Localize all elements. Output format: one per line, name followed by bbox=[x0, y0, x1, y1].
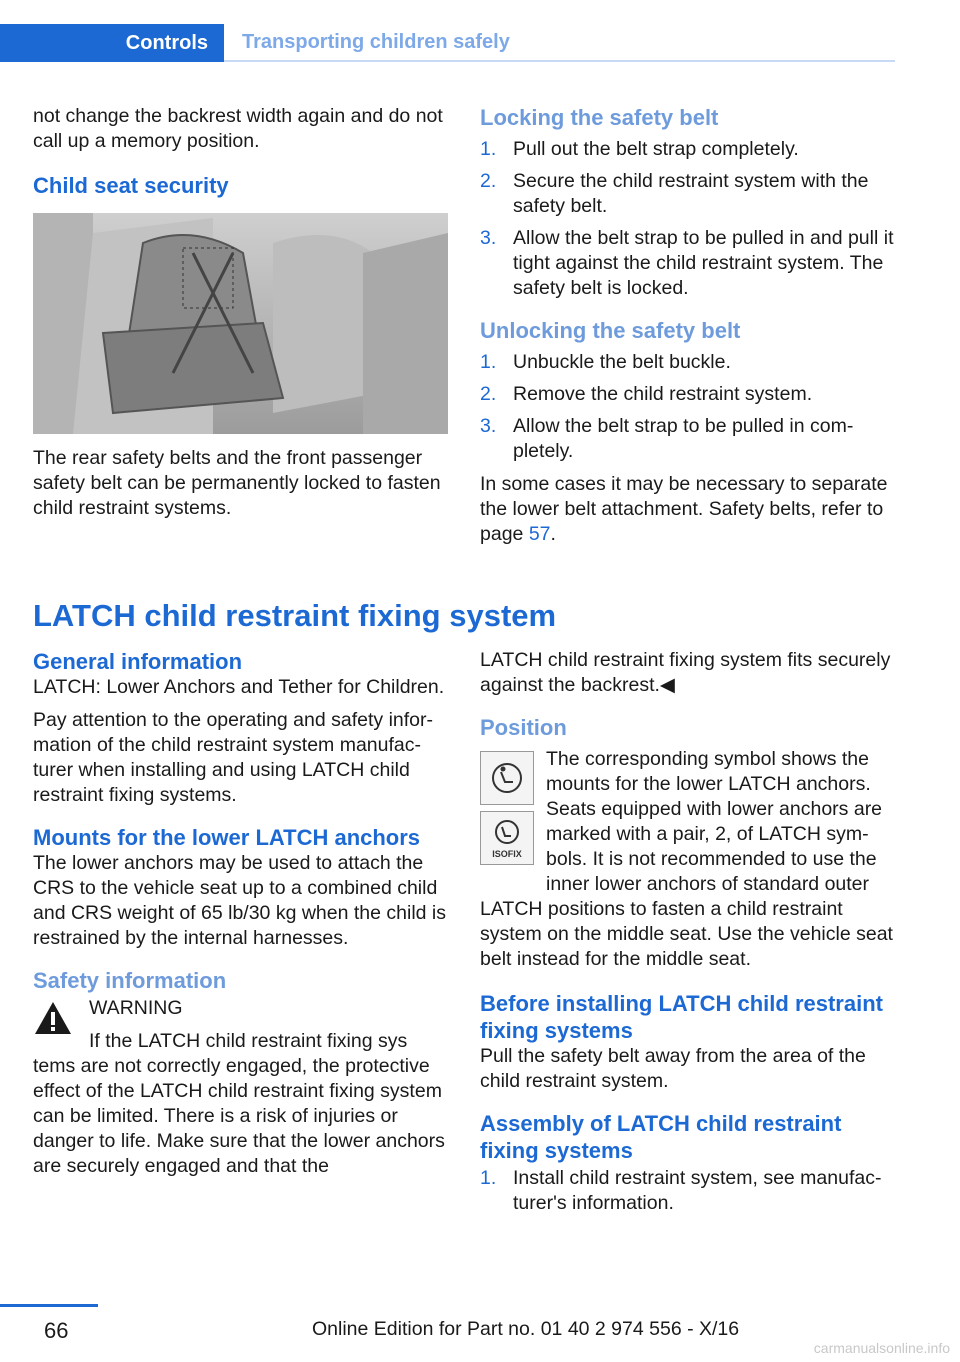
step-text: Unbuckle the belt buckle. bbox=[513, 351, 731, 373]
latch-fit-text: LATCH child restraint fixing system fits securely against the backrest.◀ bbox=[480, 649, 891, 696]
heading-child-seat-security: Child seat security bbox=[33, 173, 229, 198]
page-header bbox=[0, 24, 895, 62]
assembly-steps-list bbox=[480, 1166, 898, 1216]
step-number: 3. bbox=[480, 227, 497, 249]
list-item bbox=[480, 382, 898, 407]
position-text: The corresponding symbol shows the mounts for the lower LATCH anchors. Seats equipped with lower anchors are marked with a pair, 2, of LATCH symbols. It is not recommended to use the inner lower anchors of standard outer bbox=[546, 748, 883, 895]
heading-assembly: Assembly of LATCH child restraint fixing systems bbox=[480, 1111, 842, 1163]
step-number: 1. bbox=[480, 351, 497, 373]
position-text-continued: LATCH positions to fasten a child restraint system on the middle seat. Use the vehicle seat belt instead for the middle seat. bbox=[480, 898, 893, 970]
warning-label: WARNING bbox=[89, 997, 183, 1019]
tab-controls[interactable]: Controls bbox=[0, 24, 224, 62]
step-text: Remove the child restraint system. bbox=[513, 383, 813, 405]
period: . bbox=[550, 523, 556, 545]
child-seat-body: The rear safety belts and the front passenger safety belt can be permanently locked to fasten child restraint systems. bbox=[33, 447, 441, 519]
left-top-column bbox=[33, 104, 451, 529]
list-item bbox=[480, 350, 898, 375]
warning-block bbox=[33, 996, 451, 1054]
step-number: 1. bbox=[480, 1167, 497, 1189]
list-item bbox=[480, 169, 898, 219]
unlock-steps-list bbox=[480, 350, 898, 464]
right-top-column bbox=[480, 104, 898, 555]
page-number: 66 bbox=[44, 1318, 69, 1343]
child-seat-photo bbox=[33, 213, 448, 434]
isofix-label: ISOFIX bbox=[492, 849, 522, 859]
heading-mounts: Mounts for the lower LATCH anchors bbox=[33, 825, 421, 850]
mounts-text: The lower anchors may be used to attach the CRS to the vehicle seat up to a combined child and CRS weight of 65 lb/30 kg when the child is restrained by the internal harnesses. bbox=[33, 852, 446, 949]
tab-section-title[interactable]: Transporting children safely bbox=[224, 24, 895, 62]
section-title: LATCH child restraint fixing system bbox=[33, 598, 557, 633]
heading-unlocking-belt: Unlocking the safety belt bbox=[480, 318, 741, 343]
warning-icon bbox=[33, 1000, 73, 1036]
separate-belt-text bbox=[480, 472, 898, 547]
step-text: Allow the belt strap to be pulled in completely. bbox=[513, 415, 854, 462]
warning-first-line: If the LATCH child restraint fixing sys bbox=[89, 1030, 408, 1052]
separate-text: In some cases it may be necessary to separate the lower belt attachment. Safety belts, refer to page bbox=[480, 473, 888, 545]
step-text: Install child restraint system, see manufacturer's information. bbox=[513, 1167, 882, 1214]
list-item bbox=[480, 1166, 898, 1216]
list-item bbox=[480, 414, 898, 464]
heading-locking-belt: Locking the safety belt bbox=[480, 105, 719, 130]
position-block bbox=[480, 747, 898, 897]
lock-steps-list bbox=[480, 137, 898, 301]
list-item bbox=[480, 137, 898, 162]
list-item bbox=[480, 226, 898, 301]
isofix-symbol-icon bbox=[480, 811, 534, 865]
warning-body: tems are not correctly engaged, the protective effect of the LATCH child restraint fixing system can be limited. There is a risk of injuries or danger to life. Make sure that the lower anchors are securely engaged and that the bbox=[33, 1055, 445, 1177]
step-text: Secure the child restraint system with the safety belt. bbox=[513, 170, 869, 217]
step-number: 1. bbox=[480, 138, 497, 160]
step-number: 2. bbox=[480, 383, 497, 405]
heading-general-information: General information bbox=[33, 649, 243, 674]
page-link[interactable]: 57 bbox=[528, 523, 551, 545]
step-number: 2. bbox=[480, 170, 497, 192]
edition-text: Online Edition for Part no. 01 40 2 974 556 - X/16 bbox=[312, 1318, 740, 1340]
right-bottom-column bbox=[480, 648, 898, 1224]
attention-text: Pay attention to the operating and safety information of the child restraint system manufacturer when installing and using LATCH child restraint fixing systems. bbox=[33, 709, 434, 806]
left-bottom-column bbox=[33, 648, 451, 1179]
step-text: Allow the belt strap to be pulled in and pull it tight against the child restraint system. The safety belt is locked. bbox=[513, 227, 894, 299]
step-number: 3. bbox=[480, 415, 497, 437]
watermark: carmanualsonline.info bbox=[813, 1340, 950, 1356]
latch-definition: LATCH: Lower Anchors and Tether for Children. bbox=[33, 676, 445, 698]
latch-symbol-icon bbox=[480, 751, 534, 805]
footer-accent-line bbox=[0, 1304, 98, 1307]
heading-position: Position bbox=[480, 715, 567, 740]
step-text: Pull out the belt strap completely. bbox=[513, 138, 799, 160]
intro-text: not change the backrest width again and do not call up a memory position. bbox=[33, 105, 443, 152]
heading-safety-information: Safety information bbox=[33, 968, 227, 993]
heading-before-installing: Before installing LATCH child restraint fixing systems bbox=[480, 991, 883, 1043]
before-installing-text: Pull the safety belt away from the area of the child restraint system. bbox=[480, 1045, 866, 1092]
